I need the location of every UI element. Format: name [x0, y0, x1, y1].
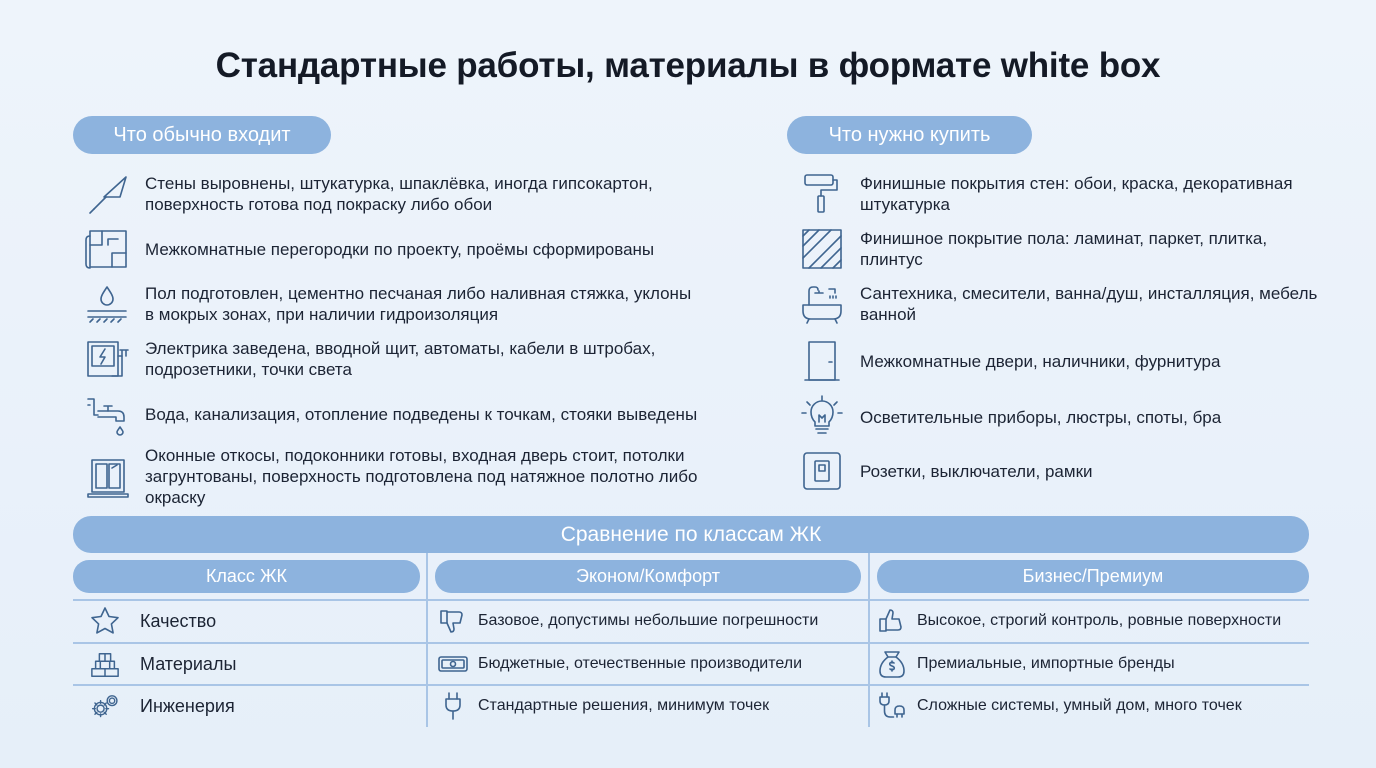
table-row-label: Инженерия — [90, 686, 235, 726]
plugs-icon — [877, 691, 907, 721]
light-bulb-icon — [798, 393, 846, 441]
to-buy-item-text: Розетки, выключатели, рамки — [860, 461, 1093, 481]
star-icon — [90, 606, 120, 636]
to-buy-item-text: Межкомнатные двери, наличники, фурнитура — [860, 351, 1221, 371]
thumbs-down-icon — [438, 606, 468, 636]
table-cell-economy: Стандартные решения, минимум точек — [438, 686, 769, 726]
table-cell-economy: Базовое, допустимы небольшие погрешности — [438, 601, 818, 641]
included-item-text: Межкомнатные перегородки по проекту, проёмы сформированы — [145, 239, 655, 259]
column-divider — [868, 553, 870, 727]
money-bag-icon — [877, 649, 907, 679]
to-buy-item — [798, 447, 1318, 495]
included-item — [83, 390, 703, 438]
table-row-label: Материалы — [90, 644, 236, 684]
column-header-economy: Эконом/Комфорт — [435, 560, 861, 593]
door-icon — [798, 337, 846, 385]
table-cell-economy: Бюджетные, отечественные производители — [438, 644, 802, 684]
included-item — [83, 335, 703, 383]
column-header-class: Класс ЖК — [73, 560, 420, 593]
to-buy-item — [798, 280, 1318, 328]
switch-icon — [798, 447, 846, 495]
page-title: Стандартные работы, материалы в формате white box — [215, 46, 1161, 85]
trowel-icon — [83, 170, 131, 218]
to-buy-item-text: Осветительные приборы, люстры, споты, бра — [860, 407, 1222, 427]
column-divider — [426, 553, 428, 727]
to-buy-item-text: Финишные покрытия стен: обои, краска, декоративная штукатурка — [860, 174, 1293, 214]
to-buy-heading: Что нужно купить — [787, 116, 1032, 154]
laminate-icon — [798, 225, 846, 273]
column-header-business: Бизнес/Премиум — [877, 560, 1309, 593]
to-buy-item — [798, 337, 1318, 385]
included-item-text: Оконные откосы, подоконники готовы, входная дверь стоит, потолки загрунтованы, поверхность подготовлена под натяжное полотно либо окраску — [145, 446, 698, 507]
included-item-text: Электрика заведена, вводной щит, автоматы, кабели в штробах, подрозетники, точки света — [145, 339, 656, 379]
included-item-text: Вода, канализация, отопление подведены к точкам, стояки выведены — [145, 404, 698, 424]
included-item — [83, 225, 703, 273]
floor-screed-icon — [83, 280, 131, 328]
table-row-label: Качество — [90, 601, 216, 641]
plug-icon — [438, 691, 468, 721]
gears-icon — [90, 691, 120, 721]
table-cell-business: Высокое, строгий контроль, ровные поверхности — [877, 601, 1281, 641]
water-pipe-icon — [83, 390, 131, 438]
window-icon — [83, 453, 131, 501]
paint-roller-icon — [798, 170, 846, 218]
included-heading: Что обычно входит — [73, 116, 331, 154]
to-buy-item — [798, 170, 1318, 218]
bathtub-icon — [798, 280, 846, 328]
included-item-text: Стены выровнены, штукатурка, шпаклёвка, иногда гипсокартон, поверхность готова под покраску либо обои — [145, 174, 653, 214]
included-item — [83, 170, 703, 218]
included-item — [83, 445, 703, 508]
table-cell-business: Сложные системы, умный дом, много точек — [877, 686, 1242, 726]
electrical-panel-icon — [83, 335, 131, 383]
to-buy-item-text: Финишное покрытие пола: ламинат, паркет, плитка, плинтус — [860, 229, 1268, 269]
table-cell-business: Премиальные, импортные бренды — [877, 644, 1175, 684]
included-item — [83, 280, 703, 328]
bricks-icon — [90, 649, 120, 679]
to-buy-item — [798, 225, 1318, 273]
to-buy-item-text: Сантехника, смесители, ванна/душ, инсталляция, мебель ванной — [860, 284, 1318, 324]
to-buy-item — [798, 393, 1318, 441]
thumbs-up-icon — [877, 606, 907, 636]
included-item-text: Пол подготовлен, цементно песчаная либо наливная стяжка, уклоны в мокрых зонах, при наличии гидроизоляция — [145, 284, 692, 324]
floor-plan-icon — [83, 225, 131, 273]
banknote-icon — [438, 649, 468, 679]
comparison-heading: Сравнение по классам ЖК — [73, 516, 1309, 553]
